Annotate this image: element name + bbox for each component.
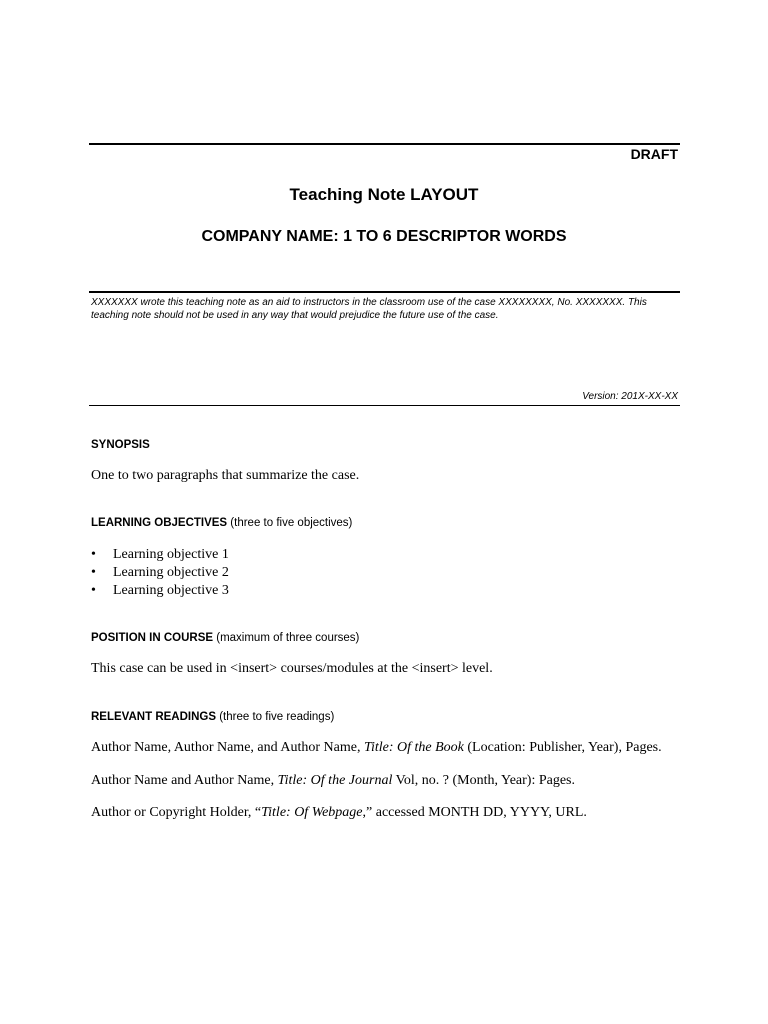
position-in-course-heading <box>91 632 359 644</box>
version-label: Version: 201X-XX-XX <box>582 391 678 402</box>
reading-3 <box>91 805 691 821</box>
reading-2-details: Vol, no. ? (Month, Year): Pages. <box>392 773 575 788</box>
draft-label: DRAFT <box>630 146 678 162</box>
list-item <box>91 582 229 600</box>
learning-objectives-note: (three to five objectives) <box>227 517 353 529</box>
reading-2-title: Title: Of the Journal <box>277 773 393 788</box>
bullet-icon: • <box>91 582 96 598</box>
relevant-readings-note: (three to five readings) <box>216 711 335 723</box>
document-title: Teaching Note LAYOUT <box>289 185 479 204</box>
document-subtitle: COMPANY NAME: 1 TO 6 DESCRIPTOR WORDS <box>201 228 567 245</box>
bullet-icon: • <box>91 547 96 562</box>
synopsis-text: One to two paragraphs that summarize the case. <box>91 468 360 483</box>
relevant-readings-heading-label: RELEVANT READINGS <box>91 711 217 723</box>
list-item-text: Learning objective 2 <box>113 564 229 580</box>
synopsis-heading-label: SYNOPSIS <box>91 439 150 451</box>
list-item <box>91 546 229 564</box>
disclaimer-top-rule <box>89 291 680 293</box>
learning-objectives-heading <box>91 517 352 529</box>
reading-1 <box>91 740 691 756</box>
reading-1-authors: Author Name, Author Name, and Author Name, <box>91 740 364 755</box>
list-item-text: Learning objective 3 <box>113 582 229 598</box>
header-top-rule <box>89 143 680 145</box>
relevant-readings-heading <box>91 711 334 723</box>
version-rule <box>89 405 680 406</box>
reading-1-title: Title: Of the Book <box>363 740 464 755</box>
reading-3-authors: Author or Copyright Holder, “ <box>91 805 262 820</box>
position-in-course-note: (maximum of three courses) <box>213 632 360 644</box>
list-item <box>91 564 229 582</box>
learning-objectives-heading-label: LEARNING OBJECTIVES <box>91 517 228 529</box>
reading-3-title: Title: Of Webpage <box>261 805 363 820</box>
reading-3-details: ,” accessed MONTH DD, YYYY, URL. <box>362 805 587 820</box>
position-in-course-heading-label: POSITION IN COURSE <box>91 632 214 644</box>
reading-1-details: (Location: Publisher, Year), Pages. <box>463 740 662 755</box>
synopsis-heading <box>91 439 150 451</box>
disclaimer-text: XXXXXXX wrote this teaching note as an aid to instructors in the classroom use of the case XXXXXXXX, No. XXXXXXX. This teaching note should not be used in any way that would prejudice the future use of the case. <box>91 297 647 321</box>
learning-objectives-list <box>91 546 229 599</box>
bullet-icon: • <box>91 564 96 580</box>
reading-2 <box>91 773 691 789</box>
reading-2-authors: Author Name and Author Name, <box>91 773 278 788</box>
list-item-text: Learning objective 1 <box>113 547 229 562</box>
position-in-course-text: This case can be used in <insert> courses/modules at the <insert> level. <box>91 661 493 676</box>
